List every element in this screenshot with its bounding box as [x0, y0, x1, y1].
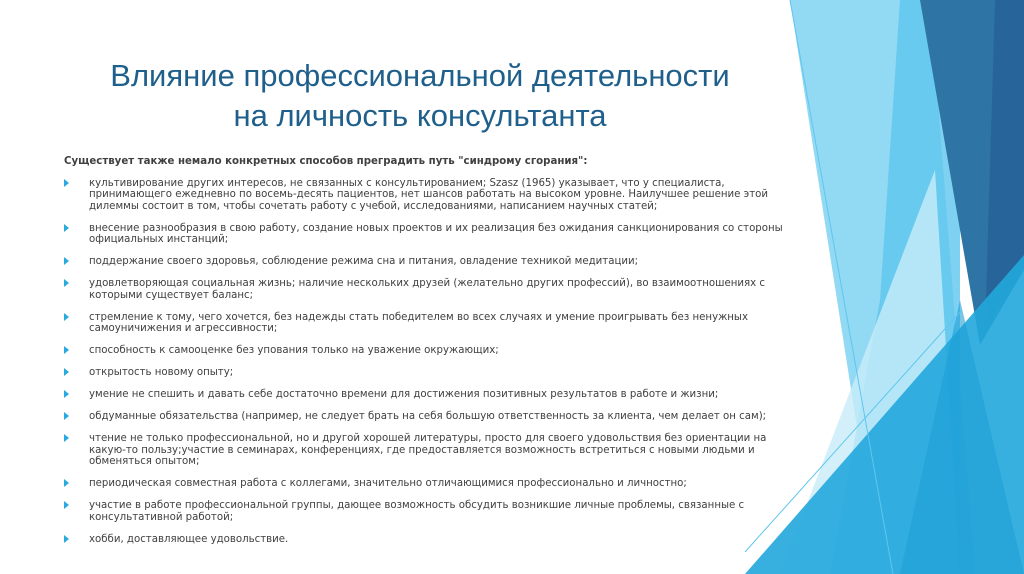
bullet-list [64, 178, 804, 546]
list-item [64, 367, 804, 379]
list-item-text: хобби, доставляющее удовольствие. [89, 533, 289, 545]
bullet-arrow-icon [64, 313, 69, 321]
list-item [64, 411, 804, 423]
list-item-text: обдуманные обязательства (например, не следует брать на себя большую ответственность за клиента, чем делает он сам); [89, 411, 767, 422]
title-line: на личность консультанта [233, 98, 607, 133]
bullet-arrow-icon [64, 257, 69, 265]
bullet-arrow-icon [64, 346, 69, 354]
bullet-arrow-icon [64, 279, 69, 287]
list-item-text: участие в работе профессиональной группы, дающее возможность обсудить возникшие личные проблемы, связанные с консультативной работой; [89, 500, 745, 523]
bullet-arrow-icon [64, 535, 69, 543]
list-item [64, 223, 804, 246]
list-item-text: внесение разнообразия в свою работу, создание новых проектов и их реализация без ожидания санкционирования со стороны официальных инстанций; [89, 222, 783, 245]
list-item [64, 433, 804, 468]
list-item [64, 389, 804, 401]
list-item-text: способность к самооценке без упования только на уважение окружающих; [89, 345, 499, 356]
bullet-arrow-icon [64, 412, 69, 420]
bullet-arrow-icon [64, 501, 69, 509]
list-item [64, 500, 804, 523]
list-item-text: умение не спешить и давать себе достаточно времени для достижения позитивных результатов в работе и жизни; [89, 389, 719, 400]
bullet-arrow-icon [64, 368, 69, 376]
list-item [64, 534, 804, 546]
bullet-arrow-icon [64, 179, 69, 187]
list-item [64, 178, 804, 213]
list-item-text: стремление к тому, чего хочется, без надежды стать победителем во всех случаях и умение проигрывать без ненужных самоуничижения и агрессивности; [89, 311, 749, 334]
list-item-text: периодическая совместная работа с коллегами, значительно отличающимися профессионально и личностно; [89, 478, 687, 489]
bullet-arrow-icon [64, 479, 69, 487]
list-item-text: удовлетворяющая социальная жизнь; наличие нескольких друзей (желательно других профессий), во взаимоотношениях с которыми существует баланс; [89, 278, 765, 301]
list-item-text: поддержание своего здоровья, соблюдение режима сна и питания, овладение техникой медитации; [89, 256, 639, 267]
list-item [64, 278, 804, 301]
list-item [64, 312, 804, 335]
list-item [64, 478, 804, 490]
bullet-arrow-icon [64, 390, 69, 398]
bullet-arrow-icon [64, 224, 69, 232]
slide-content [64, 156, 804, 556]
slide-title [40, 56, 800, 136]
list-item [64, 256, 804, 268]
list-item [64, 345, 804, 357]
list-item-text: открытость новому опыту; [89, 367, 234, 378]
list-item-text: культивирование других интересов, не связанных с консультированием; Szasz (1965) указывает, что у специалиста, принимающего ежедневно по восемь-десять пациентов, нет шансов работать на высоком уровне. Наилучшее решение этой дилеммы состоит в том, чтобы сочетать работу с учебой, исследованиями, написанием научных статей; [89, 177, 769, 212]
list-item-text: чтение не только профессиональной, но и другой хорошей литературы, просто для своего удовольствия без ориентации на какую-то пользу;участие в семинарах, конференциях, где предоставляется возможность встретиться с новыми людьми и обменяться опытом; [89, 433, 767, 467]
bullet-arrow-icon [64, 434, 69, 442]
title-line: Влияние профессиональной деятельности [110, 58, 730, 93]
intro-text: Существует также немало конкретных способов преградить путь "синдрому сгорания": [64, 156, 588, 167]
